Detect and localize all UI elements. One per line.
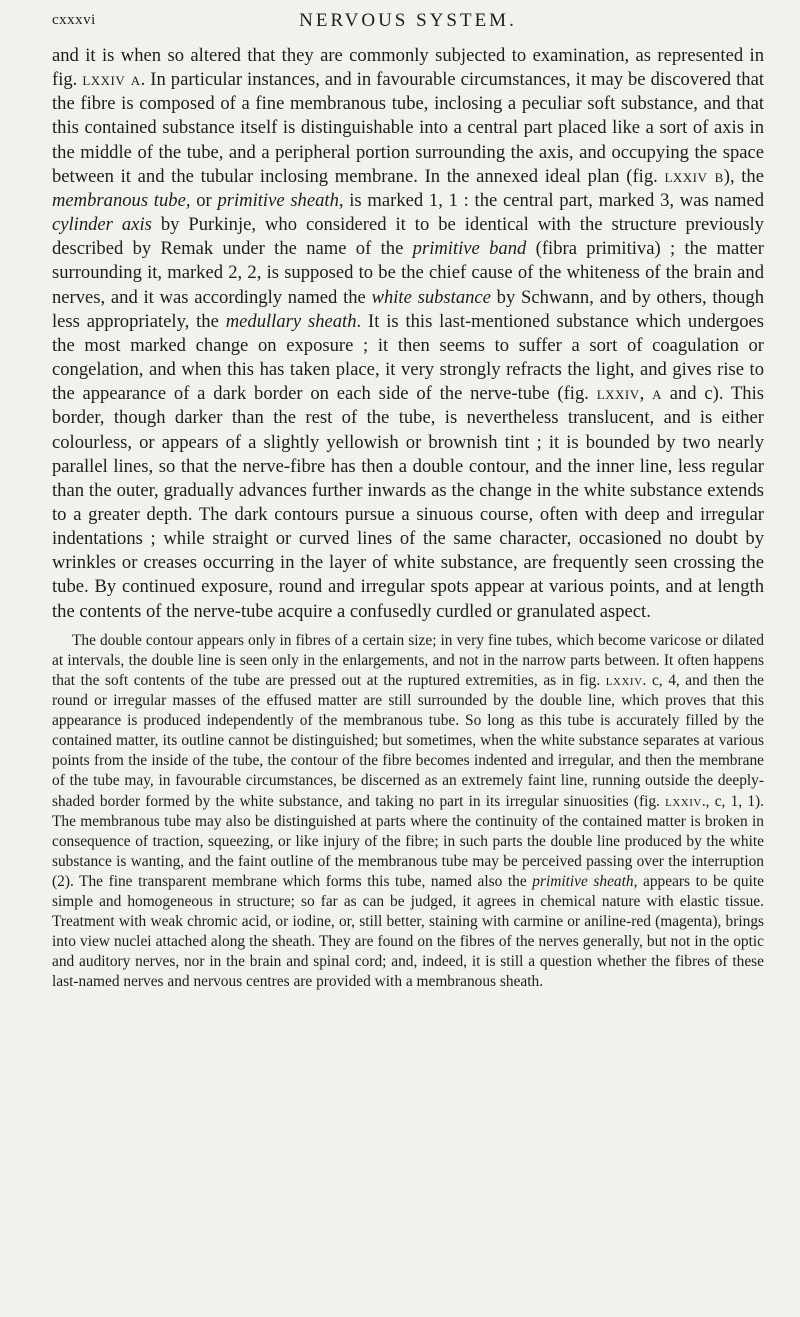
- running-head: [52, 10, 764, 44]
- small-print-paragraph: The double contour appears only in fibres of a certain size; in very fine tubes, which become varicose or dilated at intervals, the double line is seen only in the enlargements, and not in the narrow parts between. It often happens that the soft contents of the tube are pressed out at the ruptured extremities, as in fig. lxxiv. c, 4, and then the round or irregular masses of the effused matter are still surrounded by the double line, which proves that this appearance is produced independently of the membranous tube. So long as this tube is accurately filled by the contained matter, its outline cannot be distinguished; but sometimes, when the white substance separates at various points from the inside of the tube, the contour of the fibre becomes indented and irregular, and then the membrane of the tube may, in favourable circumstances, be discerned as an extremely faint line, running outside the deeply-shaded border formed by the white substance, and taking no part in its irregular sinuosities (fig. lxxiv., c, 1, 1). The membranous tube may also be distinguished at parts where the continuity of the contained matter is broken in consequence of traction, squeezing, or like injury of the fibre; in such parts the double line produced by the white substance is wanting, and the faint outline of the membranous tube may be perceived passing over the interruption (2). The fine transparent membrane which forms this tube, named also the primitive sheath, appears to be quite simple and homogeneous in structure; so far as can be judged, it agrees in chemical nature with elastic tissue. Treatment with weak chromic acid, or iodine, or, still better, staining with carmine or aniline-red (magenta), brings into view nuclei attached along the sheath. They are found on the fibres of the nerves generally, but not in the optic and auditory nerves, nor in the brain and spinal cord; and, indeed, it is still a question whether the fibres of these last-named nerves and nervous centres are provided with a membranous sheath.: [52, 631, 764, 991]
- main-paragraph: and it is when so altered that they are commonly subjected to examination, as represented in fig. lxxiv a. In particular instances, and in favourable circumstances, it may be discovered that the fibre is composed of a fine membranous tube, inclosing a peculiar soft substance, and that this contained substance itself is distinguishable into a central part placed like a sort of axis in the middle of the tube, and a peripheral portion surrounding the axis, and occupying the space between it and the tubular inclosing membrane. In the annexed ideal plan (fig. lxxiv b), the membranous tube, or primitive sheath, is marked 1, 1 : the central part, marked 3, was named cylinder axis by Purkinje, who considered it to be identical with the structure previously described by Remak under the name of the primitive band (fibra primitiva) ; the matter surrounding it, marked 2, 2, is supposed to be the chief cause of the whiteness of the brain and nerves, and it was accordingly named the white substance by Schwann, and by others, though less appropriately, the medullary sheath. It is this last-mentioned substance which undergoes the most marked change on exposure ; it then seems to suffer a sort of coagulation or congelation, and when this has taken place, it very strongly refracts the light, and gives rise to the appearance of a dark border on each side of the nerve-tube (fig. lxxiv, a and c). This border, though darker than the rest of the tube, is nevertheless translucent, and is either colourless, or appears of a slightly yellowish or brownish tint ; it is bounded by two nearly parallel lines, so that the nerve-fibre has then a double contour, and the inner line, less regular than the outer, gradually advances further inwards as the change in the white substance extends to a greater depth. The dark contours pursue a sinuous course, often with deep and irregular indentations ; while straight or curved lines of the same character, occasioned no doubt by wrinkles or creases occurring in the layer of white substance, are frequently seen crossing the tube. By continued exposure, round and irregular spots appear at various points, and at length the contents of the nerve-tube acquire a confusedly curdled or granulated aspect.: [52, 45, 765, 622]
- running-title: NERVOUS SYSTEM.: [299, 10, 517, 31]
- italic-term: membranous tube: [52, 189, 186, 211]
- figure-reference: lxxiv: [596, 383, 640, 405]
- italic-term: cylinder axis: [52, 214, 152, 236]
- figure-reference: lxxiv: [605, 671, 643, 689]
- italic-term: white substance: [371, 286, 491, 308]
- figure-reference: a: [652, 383, 662, 405]
- page-number: cxxxvi: [52, 12, 96, 28]
- italic-term: primitive band: [412, 238, 527, 260]
- italic-term: primitive sheath: [532, 872, 634, 890]
- italic-term: primitive sheath: [217, 189, 339, 211]
- italic-term: medullary sheath: [225, 310, 357, 332]
- figure-reference: lxxiv a: [82, 69, 141, 91]
- figure-reference: lxxiv: [665, 792, 702, 810]
- figure-reference: lxxiv b: [664, 165, 724, 187]
